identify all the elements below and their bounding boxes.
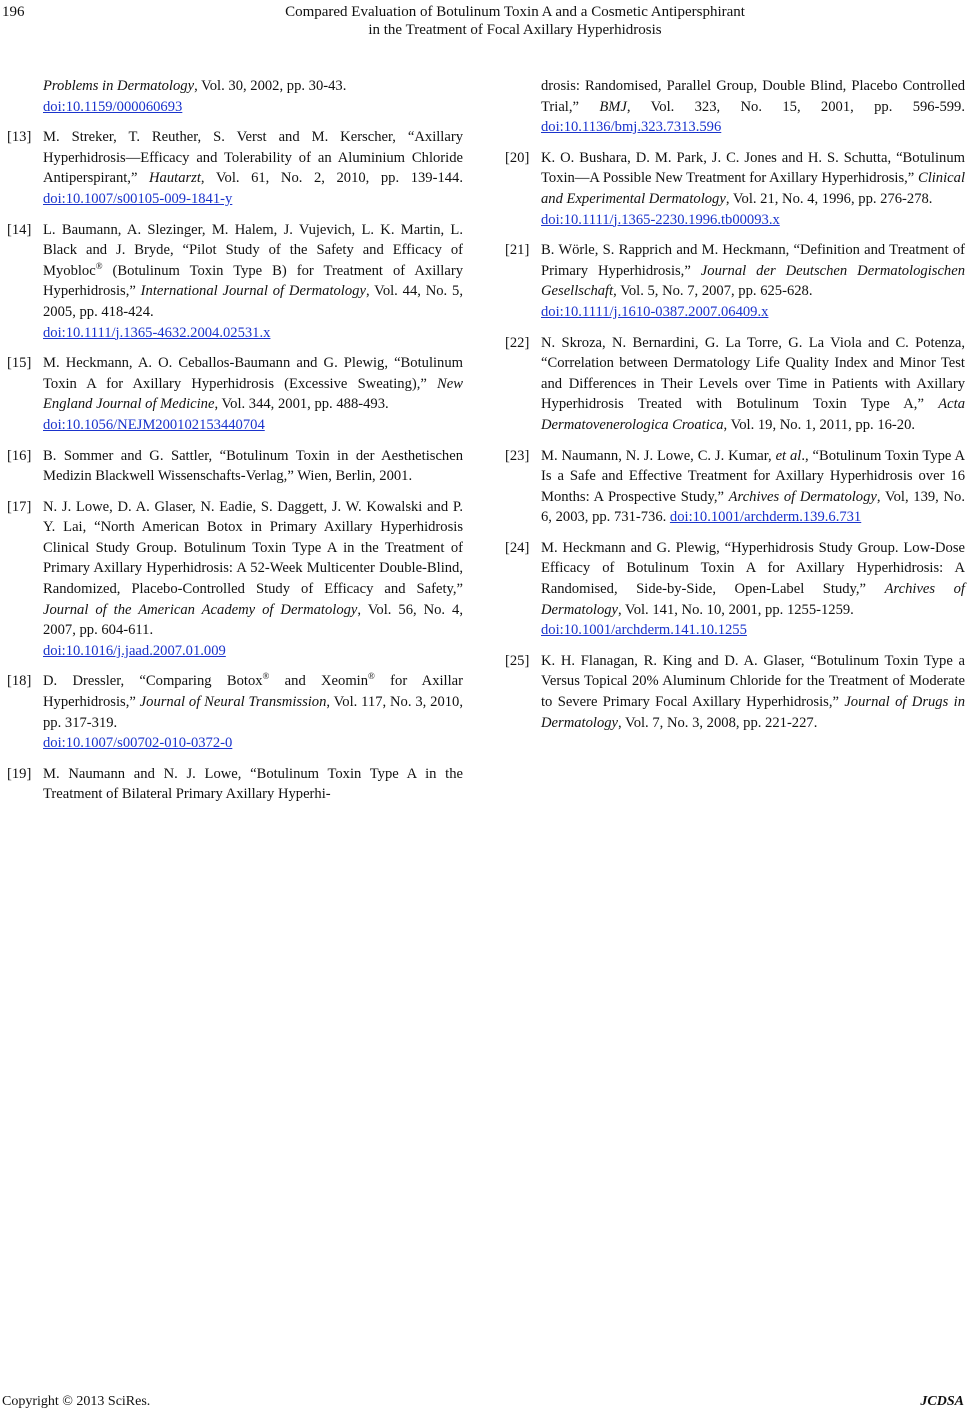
ref-text: M. Naumann and N. J. Lowe, “Botulinum Toxin Type A in the Treatment of Bilateral Primary Axillary Hyperhi- — [43, 765, 463, 803]
running-header — [120, 3, 910, 39]
doi-link[interactable]: doi:10.1007/s00702-010-0372-0 — [43, 735, 233, 752]
running-header-line1: Compared Evaluation of Botulinum Toxin A and a Cosmetic Antipersphirant — [285, 4, 745, 20]
ref-details: , Vol. 7, No. 3, 2008, pp. 221-227. — [618, 714, 818, 731]
reference-25 — [505, 651, 965, 733]
ref-journal: Journal of Drugs in Dermatology — [541, 694, 965, 731]
registered-mark: ® — [368, 671, 375, 682]
ref-number: [21] — [505, 242, 530, 259]
registered-mark: ® — [95, 260, 103, 271]
reference-19 — [7, 764, 463, 805]
ref-number: [15] — [7, 355, 32, 372]
ref-details: , Vol. 44, No. 5, 2005, pp. 418-424. — [43, 283, 463, 320]
ref-journal: Hautarzt — [149, 170, 201, 187]
ref-details: , Vol. 141, No. 10, 2001, pp. 1255-1259. — [618, 601, 854, 618]
doi-link[interactable]: doi:10.1159/000060693 — [43, 98, 183, 115]
ref-text: (Botulinum Toxin Type B) for Treatment of Axillary Hyperhidrosis,” — [43, 262, 463, 300]
ref-et-al: et al — [775, 447, 802, 464]
reference-13 — [7, 127, 463, 209]
ref-number: [22] — [505, 334, 530, 351]
ref-text: N. J. Lowe, D. A. Glaser, N. Eadie, S. Daggett, J. W. Kowalski and P. Y. Lai, “North American Botox in Primary Axillary Hyperhidrosis Clinical Study Group. Botulinum Toxin Type A in the Treatment of Primary Axillary Hyperhidrosis: A 52-Week Multicenter Double-Blind, Randomized, Placebo-Controlled Study of Efficacy and Safety,” — [43, 498, 463, 598]
copyright-notice: Copyright © 2013 SciRes. — [2, 1394, 151, 1409]
ref-details: , Vol. 19, No. 1, 2011, pp. 16-20. — [723, 416, 916, 433]
journal-abbreviation: JCDSA — [920, 1394, 964, 1409]
reference-24 — [505, 538, 965, 641]
ref-text: L. Baumann, A. Slezinger, M. Halem, J. Vujevich, L. K. Martin, L. Black and J. Bryde, “Pilot Study of the Safety and Efficacy of Myobloc — [43, 221, 463, 279]
ref-journal: Journal of the American Academy of Dermatology — [43, 601, 358, 618]
ref-details: , Vol. 21, No. 4, 1996, pp. 276-278. — [725, 190, 933, 207]
doi-link[interactable]: doi:10.1001/archderm.139.6.731 — [669, 509, 862, 526]
reference-18 — [7, 671, 463, 753]
ref-text: and Xeomin — [269, 673, 369, 690]
ref-journal: BMJ — [599, 98, 627, 115]
ref-text: M. Streker, T. Reuther, S. Verst and M. Kerscher, “Axillary Hyperhidrosis—Efficacy and Tolerability of an Aluminium Chloride Antiperspirant,” — [43, 129, 463, 187]
page-number: 196 — [2, 4, 25, 20]
doi-link[interactable]: doi:10.1111/j.1610-0387.2007.06409.x — [541, 303, 769, 320]
ref-details: , Vol. 61, No. 2, 2010, pp. 139-144. — [200, 170, 463, 187]
doi-link[interactable]: doi:10.1056/NEJM200102153440704 — [43, 416, 265, 433]
reference-20 — [505, 148, 965, 230]
ref-details: , Vol. 5, No. 7, 2007, pp. 625-628. — [613, 283, 813, 300]
ref-text: drosis: Randomised, Parallel Group, Double Blind, Placebo Controlled Trial,” — [541, 78, 965, 115]
ref-journal: Archives of Dermatology — [541, 581, 965, 618]
reference-21 — [505, 240, 965, 322]
ref-number: [20] — [505, 149, 530, 166]
reference-23 — [505, 446, 965, 528]
ref-number: [13] — [7, 129, 32, 146]
reference-17 — [7, 497, 463, 662]
ref-details: , Vol. 117, No. 3, 2010, pp. 317-319. — [43, 694, 463, 731]
ref-details: , Vol. 30, 2002, pp. 30-43. — [194, 78, 347, 94]
ref-number: [14] — [7, 221, 32, 238]
ref-text: B. Wörle, S. Rapprich and M. Heckmann, “Definition and Treatment of Primary Hyperhidrosis,” — [541, 242, 965, 279]
ref-number: [23] — [505, 447, 530, 464]
reference-12-continuation — [7, 76, 463, 117]
references-right-column — [505, 76, 965, 743]
running-header-line2: in the Treatment of Focal Axillary Hyperhidrosis — [368, 22, 662, 38]
doi-link[interactable]: doi:10.1111/j.1365-4632.2004.02531.x — [43, 324, 271, 341]
ref-text: for Axillar Hyperhidrosis,” — [43, 673, 463, 711]
ref-details: , Vol. 323, No. 15, 2001, pp. 596-599. — [626, 98, 965, 115]
reference-15 — [7, 353, 463, 435]
ref-number: [18] — [7, 673, 32, 690]
ref-number: [17] — [7, 498, 32, 515]
ref-journal: International Journal of Dermatology — [140, 283, 366, 300]
ref-journal: Acta Dermatovenerologica Croatica — [541, 396, 965, 433]
doi-link[interactable]: doi:10.1136/bmj.323.7313.596 — [541, 119, 722, 136]
ref-number: [24] — [505, 539, 530, 556]
registered-mark: ® — [262, 671, 270, 682]
ref-number: [19] — [7, 765, 32, 782]
ref-number: [25] — [505, 652, 530, 669]
ref-journal: Clinical and Experimental Dermatology — [541, 170, 965, 207]
references-left-column — [7, 76, 463, 815]
reference-14 — [7, 220, 463, 344]
ref-journal: Journal of Neural Transmission — [139, 694, 327, 711]
reference-22 — [505, 333, 965, 436]
ref-journal: New England Journal of Medicine — [43, 375, 463, 413]
ref-text: D. Dressler, “Comparing Botox — [43, 673, 263, 690]
ref-journal: Archives of Dermatology — [728, 488, 877, 505]
reference-16 — [7, 446, 463, 487]
ref-text: B. Sommer and G. Sattler, “Botulinum Toxin in der Aesthetischen Medizin Blackwell Wissenschafts-Verlag,” Wien, Berlin, 2001. — [43, 447, 463, 485]
ref-number: [16] — [7, 447, 32, 464]
ref-details: , Vol. 56, No. 4, 2007, pp. 604-611. — [43, 601, 463, 639]
ref-text: K. H. Flanagan, R. King and D. A. Glaser, “Botulinum Toxin Type a Versus Topical 20% Aluminum Chloride for the Treatment of Moderate to Severe Primary Focal Axillary Hyperhidrosis,” — [541, 652, 965, 711]
reference-19-continuation — [505, 76, 965, 138]
ref-details: , Vol. 344, 2001, pp. 488-493. — [214, 396, 389, 413]
ref-text: K. O. Bushara, D. M. Park, J. C. Jones and H. S. Schutta, “Botulinum Toxin—A Possible New Treatment for Axillary Hyperhidrosis,” — [541, 149, 965, 187]
doi-link[interactable]: doi:10.1007/s00105-009-1841-y — [43, 190, 233, 207]
doi-link[interactable]: doi:10.1001/archderm.141.10.1255 — [541, 622, 747, 639]
ref-journal: Problems in Dermatology — [43, 78, 195, 94]
doi-link[interactable]: doi:10.1111/j.1365-2230.1996.tb00093.x — [541, 211, 780, 228]
doi-link[interactable]: doi:10.1016/j.jaad.2007.01.009 — [43, 642, 226, 659]
ref-journal: Journal der Deutschen Dermatologischen Gesellschaft — [541, 262, 965, 300]
ref-details: , Vol, 139, No. 6, 2003, pp. 731-736. — [541, 488, 965, 526]
ref-text: M. Naumann, N. J. Lowe, C. J. Kumar, — [541, 447, 776, 464]
ref-text: ., “Botulinum Toxin Type A Is a Safe and Effective Treatment for Axillary Hyperhidrosis over 16 Months: A Prospective Study,” — [541, 447, 965, 505]
ref-text: M. Heckmann, A. O. Ceballos-Baumann and G. Plewig, “Botulinum Toxin A for Axillary Hyperhidrosis (Excessive Sweating),” — [43, 355, 463, 392]
ref-text: N. Skroza, N. Bernardini, G. La Torre, G. La Viola and C. Potenza, “Correlation between Dermatology Life Quality Index and Minor Test and Differences in Their Levels over Time in Patients with Axillary Hyperhidrosis Treated with Botulinum Toxin Type A,” — [541, 334, 965, 413]
ref-text: M. Heckmann and G. Plewig, “Hyperhidrosis Study Group. Low-Dose Efficacy of Botulinum Toxin A for Axillary Hyperhidrosis: A Randomised, Side-by-Side, Open-Label Study,” — [541, 539, 965, 598]
